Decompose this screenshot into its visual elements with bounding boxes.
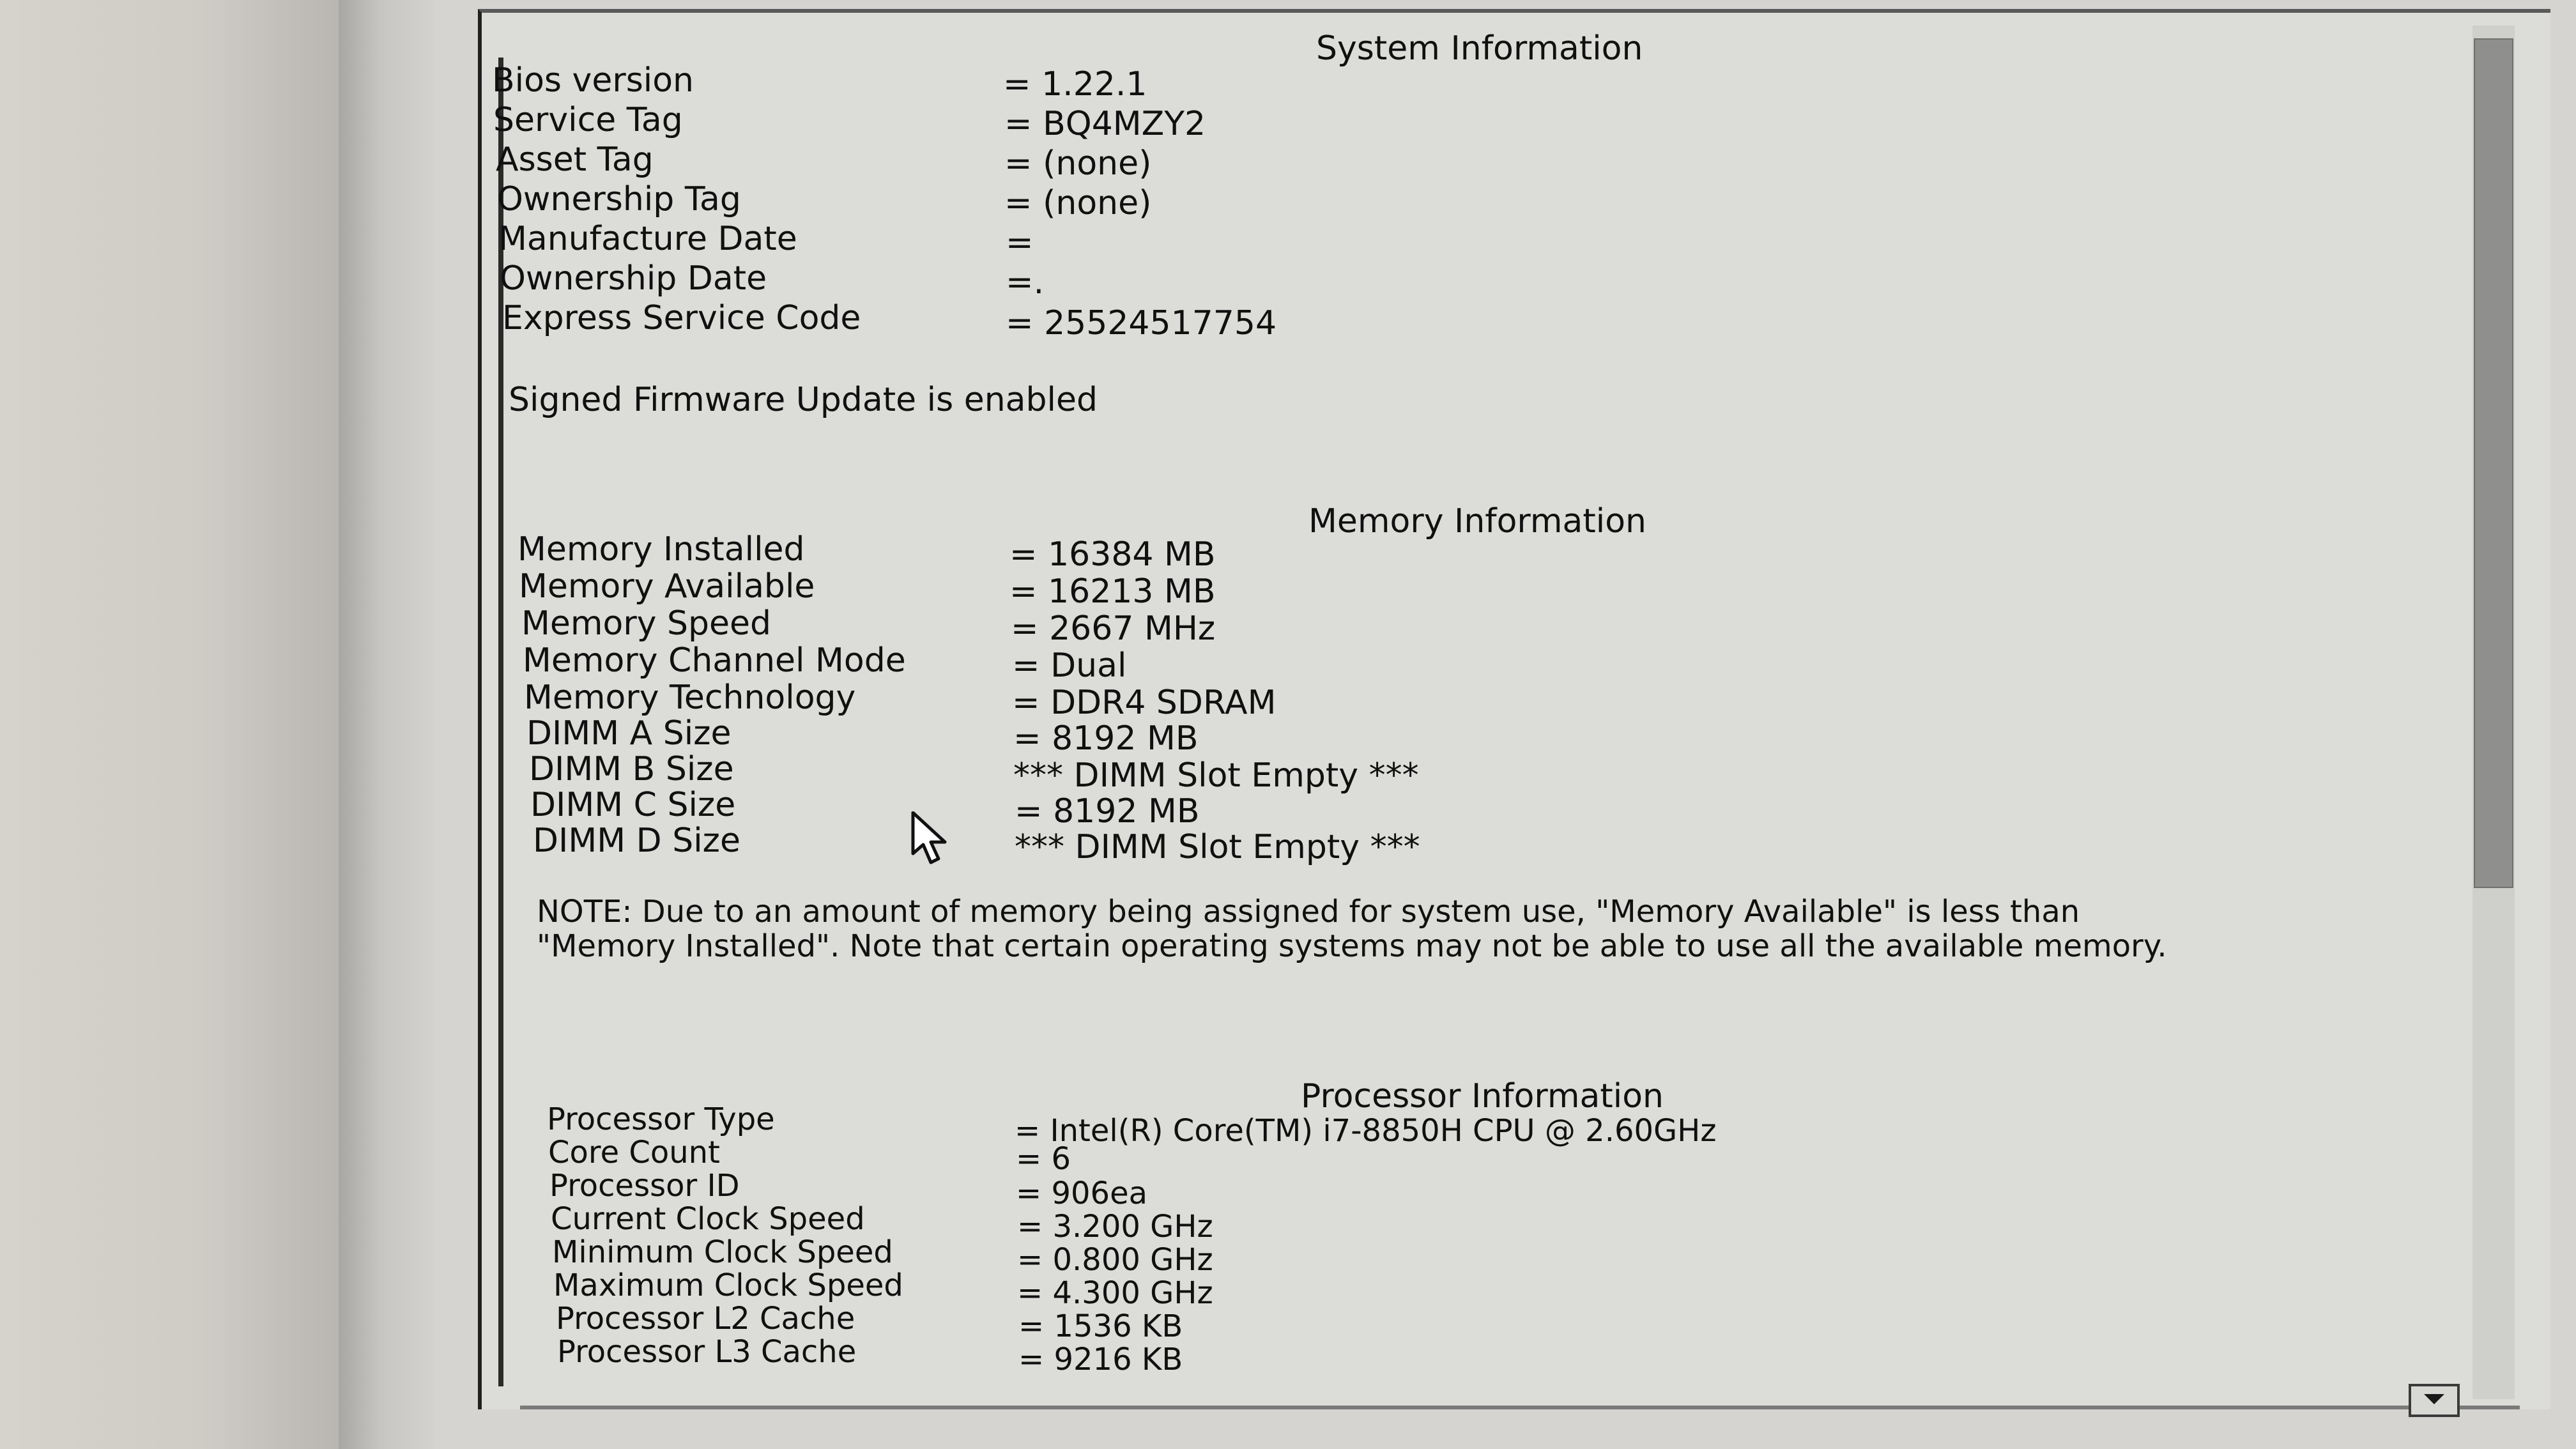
system-information-title: System Information [1316, 29, 1643, 68]
signed-firmware-note: Signed Firmware Update is enabled [509, 381, 1098, 419]
core-count-value: = 6 [1016, 1141, 1071, 1177]
dimm-b-size-label: DIMM B Size [529, 750, 734, 788]
manufacture-date-label: Manufacture Date [498, 220, 797, 258]
memory-technology-value: = DDR4 SDRAM [1012, 684, 1276, 722]
processor-id-value: = 906ea [1016, 1176, 1148, 1211]
maximum-clock-speed-label: Maximum Clock Speed [553, 1268, 903, 1303]
memory-speed-label: Memory Speed [521, 604, 772, 643]
memory-channel-mode-label: Memory Channel Mode [523, 641, 906, 680]
monitor-bezel [339, 0, 434, 1449]
minimum-clock-speed-label: Minimum Clock Speed [552, 1234, 893, 1270]
memory-speed-value: = 2667 MHz [1011, 610, 1216, 648]
ownership-date-label: Ownership Date [500, 259, 767, 298]
dimm-a-size-value: = 8192 MB [1013, 719, 1199, 758]
ownership-tag-label: Ownership Tag [497, 180, 741, 218]
chevron-down-icon [2421, 1392, 2447, 1409]
ownership-date-value: =. [1006, 263, 1045, 302]
dimm-b-size-value: *** DIMM Slot Empty *** [1013, 756, 1419, 795]
dimm-c-size-value: = 8192 MB [1015, 792, 1200, 831]
maximum-clock-speed-value: = 4.300 GHz [1017, 1275, 1213, 1311]
processor-information-title: Processor Information [1301, 1077, 1664, 1116]
minimum-clock-speed-value: = 0.800 GHz [1017, 1242, 1213, 1278]
dimm-a-size-label: DIMM A Size [526, 714, 732, 753]
memory-available-label: Memory Available [519, 567, 815, 606]
scrollbar-thumb[interactable] [2474, 38, 2513, 888]
mouse-pointer-icon [910, 811, 955, 865]
photo-background [0, 0, 339, 1449]
service-tag-value: = BQ4MZY2 [1004, 105, 1206, 143]
bios-version-label: Bios version [492, 61, 694, 100]
memory-technology-label: Memory Technology [524, 678, 856, 717]
bios-version-value: = 1.22.1 [1003, 65, 1147, 103]
asset-tag-value: = (none) [1004, 144, 1152, 183]
dimm-c-size-label: DIMM C Size [530, 786, 736, 824]
current-clock-speed-value: = 3.200 GHz [1017, 1209, 1213, 1245]
memory-note: NOTE: Due to an amount of memory being assigned for system use, "Memory Available" is less than "Memory Installed". Note that certain operating systems may not be able to use all the available memory. [537, 894, 2167, 964]
core-count-label: Core Count [548, 1135, 720, 1170]
manufacture-date-value: = [1006, 224, 1034, 262]
memory-installed-value: = 16384 MB [1009, 535, 1216, 574]
processor-l3-cache-label: Processor L3 Cache [557, 1334, 857, 1370]
current-clock-speed-label: Current Clock Speed [551, 1201, 865, 1237]
asset-tag-label: Asset Tag [496, 141, 654, 179]
scroll-down-button[interactable] [2409, 1384, 2460, 1417]
processor-type-label: Processor Type [547, 1101, 775, 1137]
processor-l2-cache-label: Processor L2 Cache [556, 1301, 855, 1337]
processor-l2-cache-value: = 1536 KB [1018, 1308, 1183, 1344]
express-service-code-label: Express Service Code [502, 299, 861, 337]
processor-l3-cache-value: = 9216 KB [1018, 1342, 1183, 1377]
memory-installed-label: Memory Installed [518, 530, 805, 569]
service-tag-label: Service Tag [493, 101, 683, 139]
dimm-d-size-label: DIMM D Size [533, 822, 740, 860]
dimm-d-size-value: *** DIMM Slot Empty *** [1015, 828, 1420, 866]
memory-available-value: = 16213 MB [1009, 572, 1216, 611]
memory-channel-mode-value: = Dual [1012, 647, 1127, 685]
memory-information-title: Memory Information [1308, 502, 1647, 540]
processor-type-value: = Intel(R) Core(TM) i7-8850H CPU @ 2.60GHz [1015, 1113, 1717, 1149]
ownership-tag-value: = (none) [1004, 184, 1152, 222]
express-service-code-value: = 25524517754 [1006, 304, 1277, 342]
panel-bottom-rule [520, 1406, 2520, 1409]
processor-id-label: Processor ID [549, 1168, 740, 1204]
